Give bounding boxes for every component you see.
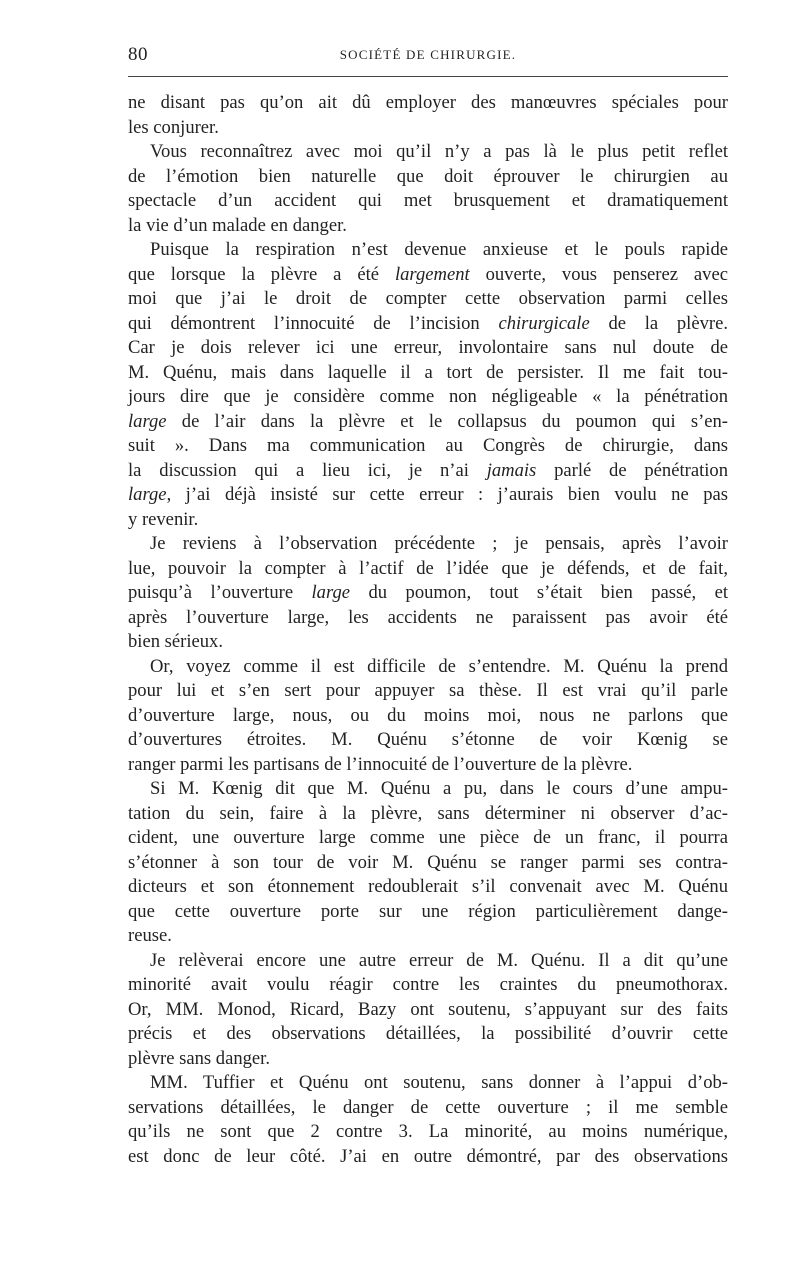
text-line xyxy=(128,630,728,655)
text-line xyxy=(128,1096,728,1121)
italic-word: large xyxy=(311,582,351,603)
text-line xyxy=(128,679,728,704)
text-line xyxy=(128,826,728,851)
text-segment: spectacle d’un accident qui met brusquement et dramatiquement xyxy=(128,190,728,211)
text-line xyxy=(128,532,728,557)
text-line xyxy=(128,851,728,876)
text-line xyxy=(128,1120,728,1145)
text-segment: dicteurs et son étonnement redoublerait s’il convenait avec M. Quénu xyxy=(128,876,728,897)
text-segment: les conjurer. xyxy=(128,116,219,138)
text-segment: cident, une ouverture large comme une pièce de un franc, il pourra xyxy=(128,827,728,848)
page-header xyxy=(128,44,728,68)
text-segment: puisqu’à l’ouverture xyxy=(128,582,312,603)
text-segment: plèvre sans danger. xyxy=(128,1047,270,1069)
text-segment: Vous reconnaîtrez avec moi qu’il n’y a pas là le plus petit reflet xyxy=(150,141,728,162)
text-segment: du poumon, tout s’était bien passé, et xyxy=(350,582,728,603)
text-segment: de l’émotion bien naturelle que doit éprouver le chirurgien au xyxy=(128,165,728,187)
running-head: SOCIÉTÉ DE CHIRURGIE. xyxy=(339,47,517,62)
text-segment: ranger parmi les partisans de l’innocuité de l’ouverture de la plèvre. xyxy=(128,753,633,775)
text-segment: minorité avait voulu réagir contre les craintes du pneumothorax. xyxy=(128,974,728,995)
text-line xyxy=(128,312,728,337)
text-line xyxy=(128,998,728,1023)
header-rule xyxy=(128,76,728,77)
text-line xyxy=(128,973,728,998)
text-line xyxy=(128,385,728,410)
text-line xyxy=(128,410,728,435)
text-line xyxy=(128,875,728,900)
text-segment: de la plèvre. xyxy=(589,312,728,334)
italic-word: jamais xyxy=(486,459,537,481)
text-segment: qu’ils ne sont que 2 contre 3. La minorité, au moins numérique, xyxy=(128,1121,728,1142)
text-segment: la vie d’un malade en danger. xyxy=(128,214,347,236)
text-line xyxy=(128,189,728,214)
italic-word: largement xyxy=(394,263,470,285)
text-segment: ouverte, vous penserez avec xyxy=(469,263,728,285)
text-line xyxy=(128,1071,728,1096)
text-line xyxy=(128,336,728,361)
text-line xyxy=(128,728,728,753)
text-segment: servations détaillées, le danger de cette ouverture ; il me semble xyxy=(128,1096,728,1118)
text-line xyxy=(128,91,728,116)
text-segment: que cette ouverture porte sur une région particulièrement dange- xyxy=(128,900,728,922)
text-line xyxy=(128,116,728,141)
italic-word: chirurgicale xyxy=(498,312,590,334)
text-segment: reuse. xyxy=(128,925,172,946)
page-number: 80 xyxy=(128,44,148,65)
text-line xyxy=(128,802,728,827)
text-segment: jours dire que je considère comme non négligeable « la pénétration xyxy=(128,386,728,407)
text-line xyxy=(128,483,728,508)
text-segment: que lorsque la plèvre a été xyxy=(128,263,395,285)
text-segment: s’étonner à son tour de voir M. Quénu se ranger parmi ses contra- xyxy=(128,851,728,873)
text-segment: tation du sein, faire à la plèvre, sans déterminer ni observer d’ac- xyxy=(128,802,728,824)
text-segment: ne disant pas qu’on ait dû employer des manœuvres spéciales pour xyxy=(128,92,728,113)
body-text xyxy=(128,91,728,1169)
text-line xyxy=(128,238,728,263)
text-segment: d’ouverture large, nous, ou du moins moi, nous ne parlons que xyxy=(128,704,728,726)
text-line xyxy=(128,508,728,533)
text-line xyxy=(128,581,728,606)
text-segment: de l’air dans la plèvre et le collapsus du poumon qui s’en- xyxy=(166,410,728,432)
text-segment: moi que j’ai le droit de compter cette observation parmi celles xyxy=(128,288,728,309)
text-segment: Puisque la respiration n’est devenue anxieuse et le pouls rapide xyxy=(150,239,728,260)
text-segment: suit ». Dans ma communication au Congrès de chirurgie, dans xyxy=(128,435,728,456)
text-segment: Si M. Kœnig dit que M. Quénu a pu, dans le cours d’une ampu- xyxy=(150,778,728,799)
text-segment: , j’ai déjà insisté sur cette erreur : j’aurais bien voulu ne pas xyxy=(166,484,728,505)
text-segment: Je reviens à l’observation précédente ; je pensais, après l’avoir xyxy=(150,533,728,554)
text-line xyxy=(128,214,728,239)
text-line xyxy=(128,434,728,459)
text-line xyxy=(128,459,728,484)
text-line xyxy=(128,557,728,582)
text-line xyxy=(128,287,728,312)
text-line xyxy=(128,949,728,974)
text-line xyxy=(128,165,728,190)
text-segment: lue, pouvoir la compter à l’actif de l’idée que je défends, et de fait, xyxy=(128,557,728,579)
italic-word: large xyxy=(128,410,167,432)
text-segment: bien sérieux. xyxy=(128,631,224,652)
text-line xyxy=(128,753,728,778)
text-segment: qui démontrent l’innocuité de l’incision xyxy=(128,312,499,334)
text-segment: pour lui et s’en sert pour appuyer sa thèse. Il est vrai qu’il parle xyxy=(128,680,728,701)
text-segment: Or, voyez comme il est difficile de s’entendre. M. Quénu la prend xyxy=(150,655,728,677)
text-line xyxy=(128,704,728,729)
text-segment: parlé de pénétration xyxy=(536,459,728,481)
text-segment: précis et des observations détaillées, la possibilité d’ouvrir cette xyxy=(128,1023,728,1044)
text-line xyxy=(128,1047,728,1072)
text-segment: après l’ouverture large, les accidents ne paraissent pas avoir été xyxy=(128,606,728,628)
text-segment: la discussion qui a lieu ici, je n’ai xyxy=(128,459,487,481)
text-line xyxy=(128,777,728,802)
text-segment: y revenir. xyxy=(128,508,199,530)
text-line xyxy=(128,1145,728,1170)
text-segment: d’ouvertures étroites. M. Quénu s’étonne de voir Kœnig se xyxy=(128,729,728,750)
text-line xyxy=(128,900,728,925)
text-segment: est donc de leur côté. J’ai en outre démontré, par des observations xyxy=(128,1145,728,1167)
text-line xyxy=(128,140,728,165)
text-segment: Je relèverai encore une autre erreur de M. Quénu. Il a dit qu’une xyxy=(150,949,728,971)
text-segment: M. Quénu, mais dans laquelle il a tort de persister. Il me fait tou- xyxy=(128,361,728,383)
text-line xyxy=(128,1022,728,1047)
text-line xyxy=(128,606,728,631)
text-line xyxy=(128,361,728,386)
text-segment: Car je dois relever ici une erreur, involontaire sans nul doute de xyxy=(128,337,728,358)
text-segment: Or, MM. Monod, Ricard, Bazy ont soutenu, s’appuyant sur des faits xyxy=(128,998,728,1020)
text-line xyxy=(128,263,728,288)
text-segment: MM. Tuffier et Quénu ont soutenu, sans donner à l’appui d’ob- xyxy=(150,1072,728,1093)
text-line xyxy=(128,655,728,680)
text-line xyxy=(128,924,728,949)
italic-word: large xyxy=(128,484,167,505)
